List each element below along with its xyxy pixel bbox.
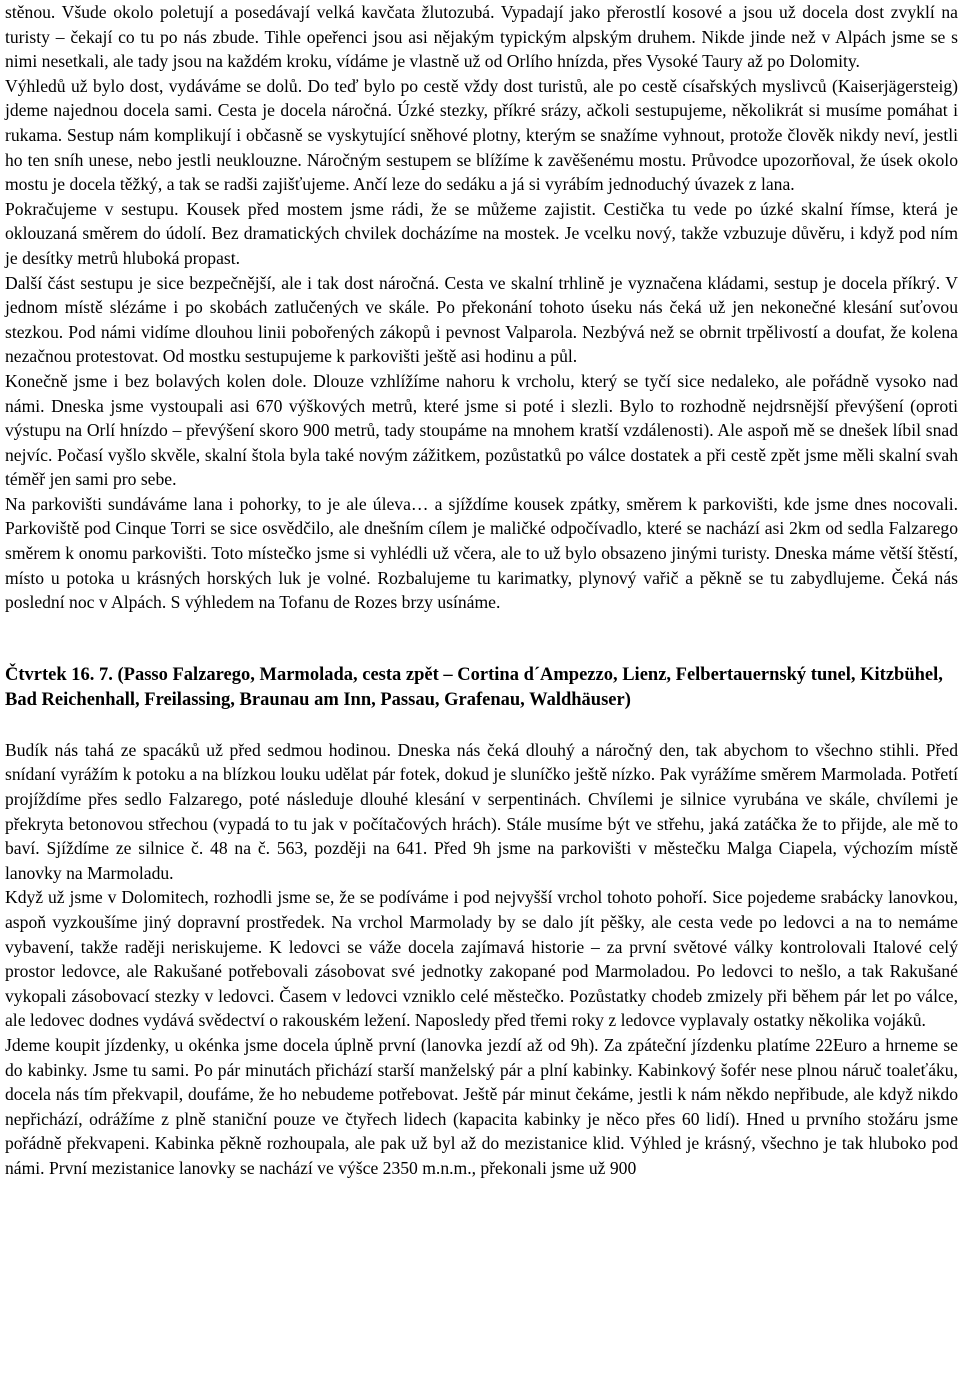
- paragraph-3: Pokračujeme v sestupu. Kousek před mostem jsme rádi, že se můžeme zajistit. Cestička tu vede po úzké skalní římse, která je oklouzaná směrem do údolí. Bez dramatických chvilek docházíme na mostek. Je vcelku nový, takže vzbuzuje důvěru, i když pod ním je desítky metrů hluboká propast.: [5, 198, 958, 268]
- document-page: [5, 0, 958, 1181]
- paragraph-2: Výhledů už bylo dost, vydáváme se dolů. Do teď bylo po cestě vždy dost turistů, ale po cestě císařských myslivců (Kaiserjägersteig) jdeme najednou docela sami. Cesta je docela náročná. Úzké stezky, příkré srázy, ačkoli sestupujeme, několikrát si musíme pomáhat i rukama. Sestup nám komplikují i občasně se vyskytující sněhové plotny, kterým se snažíme vyhnout, protože člověk nikdy neví, jestli ho ten sníh unese, nebo jestli neuklouzne. Náročným sestupem se blížíme k zavěšenému mostu. Průvodce upozorňoval, že úsek okolo mostu je docela těžký, a tak se radši zajišťujeme. Ančí leze do sedáku a já si vyrábím jednoduchý úvazek z lana.: [5, 75, 958, 195]
- paragraph-4: Další část sestupu je sice bezpečnější, ale i tak dost náročná. Cesta ve skalní trhlině je vyznačena kládami, sestup je docela příkrý. V jednom místě slézáme i po skobách zatlučených ve skále. Po překonání tohoto úseku nás čeká už jen nekonečné klesání suťovou stezkou. Pod námi vidíme dlouhou linii pobořených zákopů i pevnost Valparola. Nezbývá než se obrnit trpělivostí a doufat, že kolena nezačnou protestovat. Od mostku sestupujeme k parkovišti ještě asi hodinu a půl.: [5, 272, 958, 367]
- heading-spacer: [5, 713, 958, 738]
- paragraph-7: Budík nás tahá ze spacáků už před sedmou hodinou. Dneska nás čeká dlouhý a náročný den, tak abychom to všechno stihli. Před snídaní vyrážím k potoku a na blízkou louku udělat pár fotek, dokud je sluníčko ještě nízko. Pak vyrážíme směrem Marmolada. Potřetí projíždíme přes sedlo Falzarego, poté následuje dlouhé klesání v serpentinách. Chvílemi je silnice vyrubána ve skále, chvílemi je překryta betonovou střechou (vypadá to tu jak v počítačových hrách). Stále musíme být ve střehu, jaká zatáčka že to přijde, ale mě to baví. Sjíždíme ze silnice č. 48 na č. 563, později na 641. Před 9h jsme na parkovišti v městečku Malga Ciapela, výchozím místě lanovky na Marmoladu.: [5, 739, 958, 883]
- paragraph-6: Na parkovišti sundáváme lana i pohorky, to je ale úleva… a sjíždíme kousek zpátky, směrem k parkovišti, kde jsme dnes nocovali. Parkoviště pod Cinque Torri se sice osvědčilo, ale dnešním cílem je maličké odpočívadlo, které se nachází asi 2km od sedla Falzarego směrem k onomu parkovišti. Toto místečko jsme si vyhlédli už včera, ale to už bylo obsazeno jinými turisty. Dneska máme větší štěstí, místo u potoka u krásných horských luk je volné. Rozbalujeme tu karimatky, plynový vařič a pěkně se tu zabydlujeme. Čeká nás poslední noc v Alpách. S výhledem na Tofanu de Rozes brzy usínáme.: [5, 493, 958, 613]
- paragraph-1: stěnou. Všude okolo poletují a posedávají velká kavčata žlutozubá. Vypadají jako přerostlí kosové a jsou už docela dost zvyklí na turisty – čekají co tu po nás zbude. Tihle opeřenci jsou asi nějakým typickým alpským druhem. Nikde jinde než v Alpách jsme se s nimi nesetkali, ale tady jsou na každém kroku, vídáme je vlastně už od Orlího hnízda, přes Vysoké Taury až po Dolomity.: [5, 2, 958, 72]
- section-spacer: [5, 615, 958, 663]
- paragraph-5: Konečně jsme i bez bolavých kolen dole. Dlouze vzhlížíme nahoru k vrcholu, který se tyčí sice nedaleko, ale pořádně vysoko nad námi. Dneska jsme vystoupali asi 670 výškových metrů, které jsme si poté i slezli. Bylo to rozhodně nejdrsnější převýšení (oproti výstupu na Orlí hnízdo – převýšení skoro 900 metrů, tady stoupáme na mnohem kratší vzdálenosti). Ale aspoň mě se dnešek líbil snad nejvíc. Počasí vyšlo skvěle, skalní štola byla také novým zážitkem, pozůstatků po válce dostatek a při cestě zpět jsme měli skalní svah téměř jen sami pro sebe.: [5, 370, 958, 490]
- paragraph-9: Jdeme koupit jízdenky, u okénka jsme docela úplně první (lanovka jezdí až od 9h). Za zpáteční jízdenku platíme 22Euro a hrneme se do kabinky. Jsme tu sami. Po pár minutách přichází starší manželský pár a plní kabinky. Kabinkový šofér nese plnou náruč toaleťáku, docela nás tím překvapil, doufáme, že ho nebudeme potřebovat. Ještě pár minut čekáme, jestli k nám někdo nepřibude, ale když nikdo nepřichází, odrážíme z plně staniční pouze ve čtyřech lidech (kapacita kabinky je něco přes 60 lidí). Hned u prvního stožáru jsme pořádně překvapeni. Kabinka pěkně rozhoupala, ale pak už byl až do mezistanice klid. Výhled je krásný, všechno je tak hluboko pod námi. První mezistanice lanovky se nachází ve výšce 2350 m.n.m., překonali jsme už 900: [5, 1034, 958, 1178]
- day-heading: Čtvrtek 16. 7. (Passo Falzarego, Marmolada, cesta zpět – Cortina d´Ampezzo, Lienz, Felbertauernský tunel, Kitzbühel, Bad Reichenhall, Freilassing, Braunau am Inn, Passau, Grafenau, Waldhäuser): [5, 664, 943, 710]
- paragraph-8: Když už jsme v Dolomitech, rozhodli jsme se, že se podíváme i pod nejvyšší vrchol tohoto pohoří. Sice pojedeme srabácky lanovkou, aspoň vyzkoušíme jiný dopravní prostředek. Na vrchol Marmolady by se dalo jít pěšky, ale cesta vede po ledovci a na to nemáme vybavení, takže raději neriskujeme. K ledovci se váže docela zajímavá historie – za první světové války kontrolovali Italové celý prostor ledovce, ale Rakušané potřebovali zásobovat své jednotky zakopané pod Marmoladou. Po ledovci to nešlo, a tak Rakušané vykopali zásobovací stezky v ledovci. Časem v ledovci vzniklo celé městečko. Pozůstatky chodeb zmizely při během pár let po válce, ale ledovec dodnes vydává svědectví o rakouském ležení. Naposledy před třemi roky z ledovce vyplavaly ostatky několika vojáků.: [5, 887, 958, 1031]
